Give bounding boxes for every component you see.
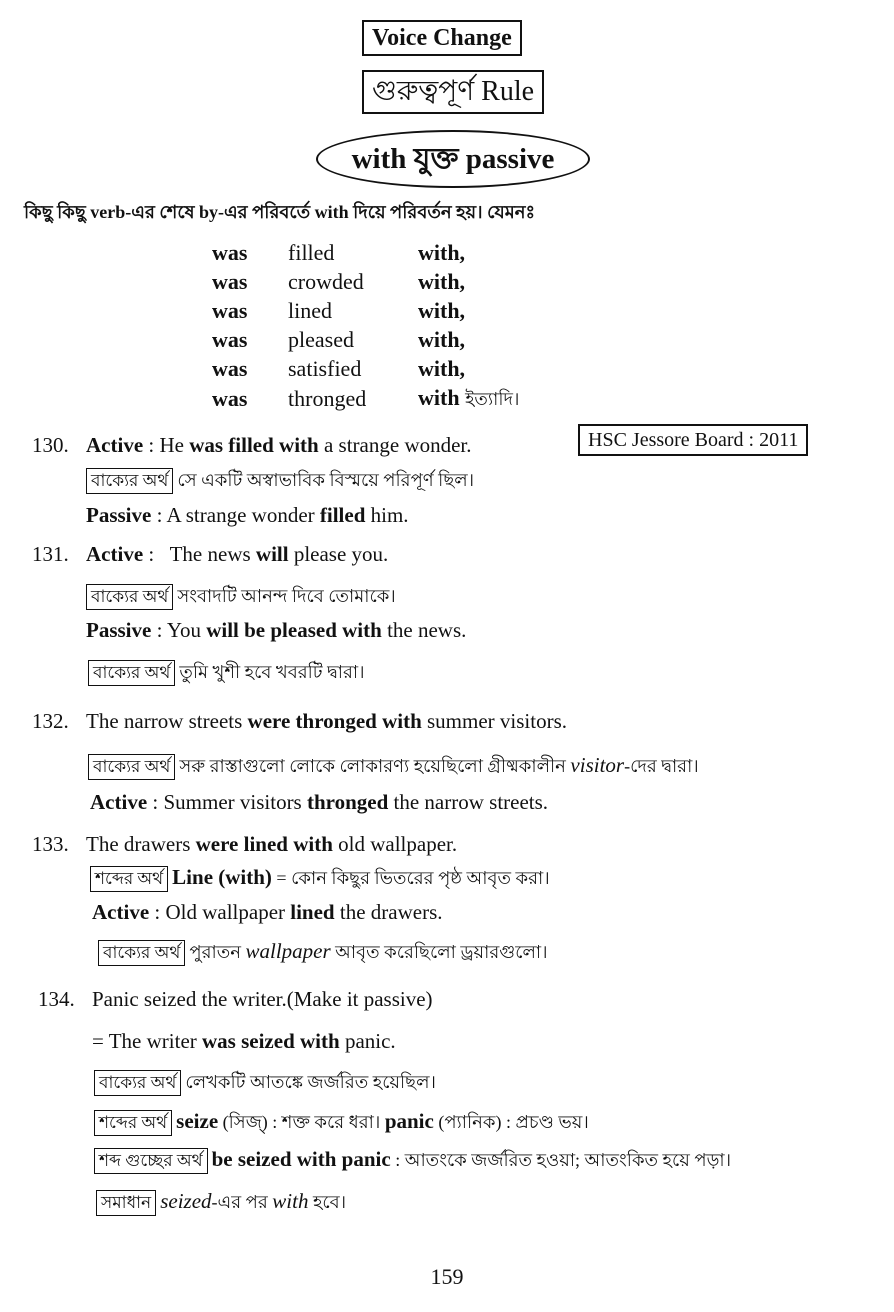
list-item: was satisfied with, xyxy=(212,356,466,381)
ex134-solution: সমাধান seized-এর পর with হবে। xyxy=(96,1186,346,1217)
ex134-word-meaning: শব্দের অর্থ seize (সিজ্) : শক্ত করে ধরা। panic (প্যানিক) : প্রচণ্ড ভয়। xyxy=(94,1106,589,1137)
ex130-meaning: বাক্যের অর্থ সে একটি অস্বাভাবিক বিস্ময়ে পরিপূর্ণ ছিল। xyxy=(86,464,474,495)
list-item: was crowded with, xyxy=(212,269,466,294)
page-title: Voice Change xyxy=(362,20,522,56)
ex133-sentence: 133. The drawers were lined with old wallpaper. xyxy=(32,832,458,856)
phrase-meaning-label: শব্দ গুচ্ছের অর্থ xyxy=(94,1148,208,1174)
verb-list-suffix: ইত্যাদি। xyxy=(465,389,520,409)
list-item: was lined with, xyxy=(212,298,466,323)
sentence-meaning-label: বাক্যের অর্থ xyxy=(86,468,173,494)
ex134-question: 134. Panic seized the writer.(Make it passive) xyxy=(38,987,433,1011)
word-meaning-label: শব্দের অর্থ xyxy=(94,1110,172,1136)
ex133-word-meaning: শব্দের অর্থ Line (with) = কোন কিছুর ভিতরের পৃষ্ঠ আবৃত করা। xyxy=(90,862,550,893)
intro-text: কিছু কিছু verb-এর শেষে by-এর পরিবর্তে with দিয়ে পরিবর্তন হয়। যেমনঃ xyxy=(24,202,536,222)
rule-title-oval: with যুক্ত passive xyxy=(316,130,590,188)
ex131-meaning: বাক্যের অর্থ সংবাদটি আনন্দ দিবে তোমাকে। xyxy=(86,580,396,611)
word-meaning-label: শব্দের অর্থ xyxy=(90,866,168,892)
ex130-passive: Passive : A strange wonder filled him. xyxy=(86,503,409,527)
ex132-meaning: বাক্যের অর্থ সরু রাস্তাগুলো লোকে লোকারণ্য হয়েছিলো গ্রীষ্মকালীন visitor-দের দ্বারা। xyxy=(88,750,699,781)
sentence-meaning-label: বাক্যের অর্থ xyxy=(88,660,175,686)
sentence-meaning-label: বাক্যের অর্থ xyxy=(86,584,173,610)
ex132-sentence: 132. The narrow streets were thronged with summer visitors. xyxy=(32,709,567,733)
board-tag: HSC Jessore Board : 2011 xyxy=(578,424,808,456)
ex133-active: Active : Old wallpaper lined the drawers. xyxy=(92,900,443,924)
ex131-passive-meaning: বাক্যের অর্থ তুমি খুশী হবে খবরটি দ্বারা। xyxy=(88,656,365,687)
ex134-meaning: বাক্যের অর্থ লেখকটি আতঙ্কে জর্জরিত হয়েছিল। xyxy=(94,1066,436,1097)
ex131-active: 131. Active : The news will please you. xyxy=(32,542,389,566)
ex132-active: Active : Summer visitors thronged the narrow streets. xyxy=(90,790,549,814)
sentence-meaning-label: বাক্যের অর্থ xyxy=(88,754,175,780)
sentence-meaning-label: বাক্যের অর্থ xyxy=(98,940,185,966)
rule-heading: গুরুত্বপূর্ণ Rule xyxy=(362,70,544,114)
ex131-passive: Passive : You will be pleased with the news. xyxy=(86,618,467,642)
verb-list xyxy=(212,238,519,414)
solution-label: সমাধান xyxy=(96,1190,156,1216)
ex134-phrase-meaning: শব্দ গুচ্ছের অর্থ be seized with panic : আতংকে জর্জরিত হওয়া; আতংকিত হয়ে পড়া। xyxy=(94,1144,731,1175)
ex130-active: 130. Active : He was filled with a strange wonder. xyxy=(32,433,472,457)
list-item: was pleased with, xyxy=(212,327,466,352)
page-number: 159 xyxy=(430,1264,464,1289)
ex134-answer: = The writer was seized with panic. xyxy=(92,1029,396,1053)
list-item: was thronged with ইত্যাদি। xyxy=(212,385,520,411)
ex133-meaning: বাক্যের অর্থ পুরাতন wallpaper আবৃত করেছিলো ড্রয়ারগুলো। xyxy=(98,936,548,967)
sentence-meaning-label: বাক্যের অর্থ xyxy=(94,1070,181,1096)
list-item: was filled with, xyxy=(212,240,466,265)
